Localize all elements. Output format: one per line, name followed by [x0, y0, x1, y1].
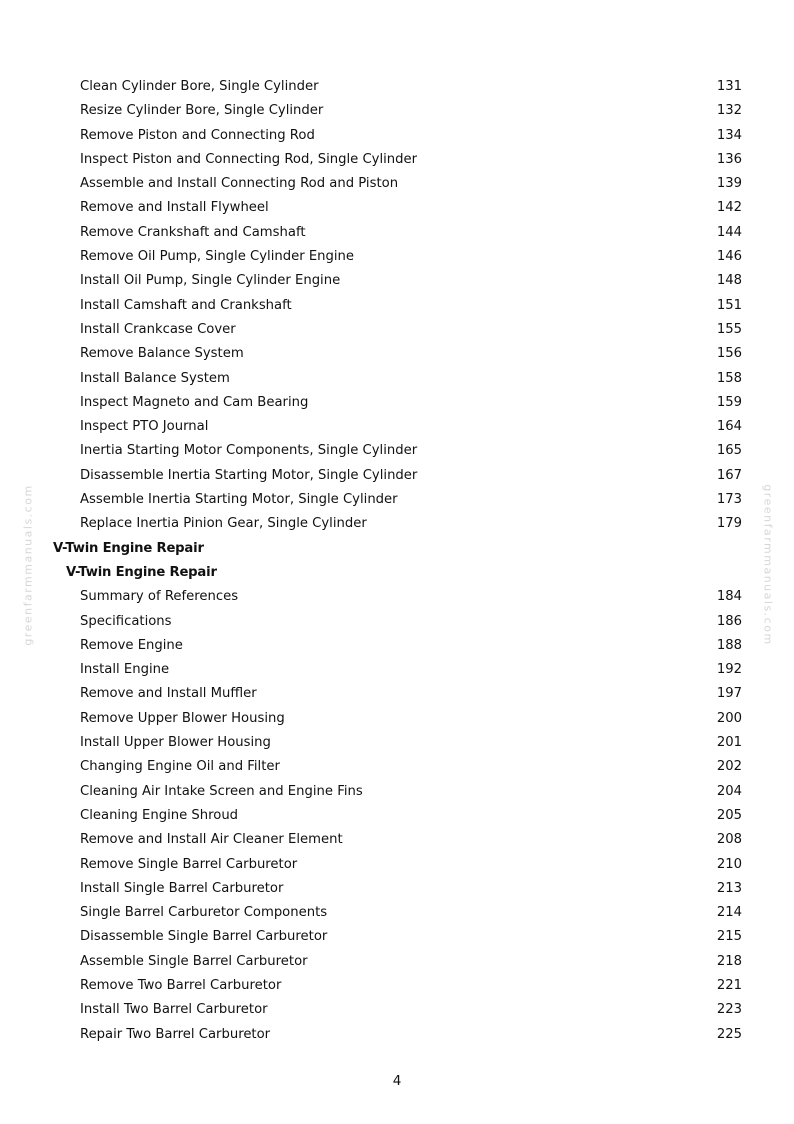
toc-entry[interactable] — [0, 950, 794, 974]
toc-entry-label: Install Camshaft and Crankshaft — [80, 297, 292, 313]
toc-entry[interactable] — [0, 610, 794, 634]
toc-entry-page-number: 179 — [716, 516, 742, 532]
toc-entry-label: V-Twin Engine Repair — [53, 540, 204, 556]
toc-entry-page-number: 184 — [716, 589, 742, 605]
toc-entry-label: Cleaning Engine Shroud — [80, 807, 239, 823]
toc-entry-label: Remove and Install Air Cleaner Element — [80, 832, 343, 848]
toc-entry-label: Assemble Inertia Starting Motor, Single Cylinder — [80, 492, 398, 508]
toc-entry-page-number: 186 — [716, 613, 742, 629]
toc-entry-page-number: 144 — [716, 224, 742, 240]
toc-entry-label: Install Two Barrel Carburetor — [80, 1002, 268, 1018]
toc-entry[interactable] — [0, 124, 794, 148]
toc-entry-label: Clean Cylinder Bore, Single Cylinder — [80, 79, 319, 94]
toc-entry-label: Remove Piston and Connecting Rod — [80, 127, 315, 143]
toc-entry-page-number: 139 — [716, 176, 742, 192]
toc-entry-page-number: 155 — [716, 321, 742, 337]
toc-entry-label: Remove and Install Flywheel — [80, 200, 269, 216]
toc-entry-label: Remove Balance System — [80, 346, 244, 362]
toc-entry-label: Install Balance System — [80, 370, 230, 386]
toc-entry-label: Install Engine — [80, 662, 170, 678]
toc-section-heading[interactable] — [0, 537, 794, 561]
toc-entry-page-number: 208 — [716, 832, 742, 848]
toc-entry-page-number: 200 — [716, 710, 742, 726]
toc-entry[interactable] — [0, 901, 794, 925]
toc-entry-page-number: 146 — [716, 249, 742, 265]
toc-entry[interactable] — [0, 318, 794, 342]
toc-entry-label: Assemble Single Barrel Carburetor — [80, 953, 308, 969]
toc-entry-label: Disassemble Single Barrel Carburetor — [80, 929, 328, 945]
toc-entry[interactable] — [0, 585, 794, 609]
toc-entry[interactable] — [0, 75, 794, 99]
toc-entry[interactable] — [0, 634, 794, 658]
toc-entry[interactable] — [0, 221, 794, 245]
toc-entry-label: Remove Single Barrel Carburetor — [80, 856, 298, 872]
toc-entry-label: Specifications — [80, 613, 172, 629]
toc-entry-page-number: 173 — [716, 492, 742, 508]
toc-entry-label: Install Crankcase Cover — [80, 321, 236, 337]
toc-entry[interactable] — [0, 755, 794, 779]
toc-entry-label: Remove and Install Muffler — [80, 686, 257, 702]
toc-entry[interactable] — [0, 658, 794, 682]
toc-entry[interactable] — [0, 512, 794, 536]
toc-entry-page-number: 131 — [716, 79, 742, 94]
page-number: 4 — [392, 1073, 402, 1089]
toc-entry-label: V-Twin Engine Repair — [66, 564, 217, 580]
toc-entry[interactable] — [0, 269, 794, 293]
toc-entry-page-number: 223 — [716, 1002, 742, 1018]
toc-entry-label: Remove Oil Pump, Single Cylinder Engine — [80, 249, 355, 265]
toc-entry-label: Single Barrel Carburetor Components — [80, 905, 328, 921]
toc-entry[interactable] — [0, 245, 794, 269]
toc-entry-page-number: 221 — [716, 977, 742, 993]
toc-entry-label: Install Single Barrel Carburetor — [80, 880, 284, 896]
toc-entry-page-number: 159 — [716, 394, 742, 410]
toc-entry-label: Replace Inertia Pinion Gear, Single Cylinder — [80, 516, 367, 532]
toc-entry[interactable] — [0, 925, 794, 949]
toc-entry-page-number: 205 — [716, 807, 742, 823]
toc-entry-label: Remove Engine — [80, 637, 183, 653]
toc-entry-page-number: 156 — [716, 346, 742, 362]
toc-entry-page-number: 215 — [716, 929, 742, 945]
toc-entry-page-number: 188 — [716, 637, 742, 653]
toc-entry[interactable] — [0, 731, 794, 755]
toc-entry-page-number: 167 — [716, 467, 742, 483]
toc-section-heading[interactable] — [0, 561, 794, 585]
toc-entry[interactable] — [0, 294, 794, 318]
toc-entry[interactable] — [0, 974, 794, 998]
toc-entry-label: Summary of References — [80, 589, 239, 605]
toc-entry-page-number: 165 — [716, 443, 742, 459]
toc-entry-page-number: 202 — [716, 759, 742, 775]
toc-entry[interactable] — [0, 99, 794, 123]
toc-entry-page-number: 210 — [716, 856, 742, 872]
toc-entry-label: Install Oil Pump, Single Cylinder Engine — [80, 273, 341, 289]
toc-entry-page-number: 204 — [716, 783, 742, 799]
toc-entry-page-number: 214 — [716, 905, 742, 921]
toc-entry[interactable] — [0, 172, 794, 196]
toc-entry-page-number: 218 — [716, 953, 742, 969]
toc-entry-label: Resize Cylinder Bore, Single Cylinder — [80, 103, 324, 119]
toc-entry-label: Inspect Piston and Connecting Rod, Single Cylinder — [80, 151, 418, 167]
toc-entry[interactable] — [0, 707, 794, 731]
toc-entry[interactable] — [0, 877, 794, 901]
toc-entry[interactable] — [0, 828, 794, 852]
toc-entry-label: Repair Two Barrel Carburetor — [80, 1026, 271, 1042]
toc-entry[interactable] — [0, 682, 794, 706]
toc-entry[interactable] — [0, 367, 794, 391]
toc-entry[interactable] — [0, 464, 794, 488]
toc-entry-label: Remove Upper Blower Housing — [80, 710, 285, 726]
toc-entry[interactable] — [0, 439, 794, 463]
toc-entry-label: Remove Two Barrel Carburetor — [80, 977, 282, 993]
toc-entry[interactable] — [0, 415, 794, 439]
toc-entry-page-number: 148 — [716, 273, 742, 289]
table-of-contents — [0, 75, 794, 1047]
toc-entry[interactable] — [0, 1023, 794, 1047]
toc-entry-page-number: 192 — [716, 662, 742, 678]
toc-entry[interactable] — [0, 998, 794, 1022]
watermark-right: greenfarmmanuals.com — [761, 484, 775, 646]
toc-entry[interactable] — [0, 853, 794, 877]
toc-entry-page-number: 164 — [716, 419, 742, 435]
toc-entry[interactable] — [0, 780, 794, 804]
toc-entry-page-number: 136 — [716, 151, 742, 167]
toc-entry-label: Inertia Starting Motor Components, Single Cylinder — [80, 443, 418, 459]
toc-entry-page-number: 151 — [716, 297, 742, 313]
toc-entry[interactable] — [0, 391, 794, 415]
toc-entry-page-number: 225 — [716, 1026, 742, 1042]
toc-entry-label: Cleaning Air Intake Screen and Engine Fins — [80, 783, 363, 799]
toc-entry-label: Disassemble Inertia Starting Motor, Single Cylinder — [80, 467, 418, 483]
toc-entry-page-number: 134 — [716, 127, 742, 143]
toc-entry[interactable] — [0, 196, 794, 220]
toc-entry-page-number: 197 — [716, 686, 742, 702]
watermark-left: greenfarmmanuals.com — [21, 484, 35, 646]
toc-entry-page-number: 213 — [716, 880, 742, 896]
toc-entry-page-number: 142 — [716, 200, 742, 216]
toc-entry-page-number: 201 — [716, 735, 742, 751]
toc-entry-label: Install Upper Blower Housing — [80, 735, 271, 751]
toc-entry-label: Changing Engine Oil and Filter — [80, 759, 280, 775]
toc-entry[interactable] — [0, 804, 794, 828]
toc-entry-label: Inspect Magneto and Cam Bearing — [80, 394, 309, 410]
toc-entry[interactable] — [0, 148, 794, 172]
toc-entry-page-number: 158 — [716, 370, 742, 386]
toc-entry-page-number: 132 — [716, 103, 742, 119]
toc-entry-label: Remove Crankshaft and Camshaft — [80, 224, 306, 240]
toc-entry[interactable] — [0, 342, 794, 366]
toc-entry-label: Assemble and Install Connecting Rod and Piston — [80, 176, 399, 192]
toc-entry-label: Inspect PTO Journal — [80, 419, 209, 435]
toc-entry[interactable] — [0, 488, 794, 512]
